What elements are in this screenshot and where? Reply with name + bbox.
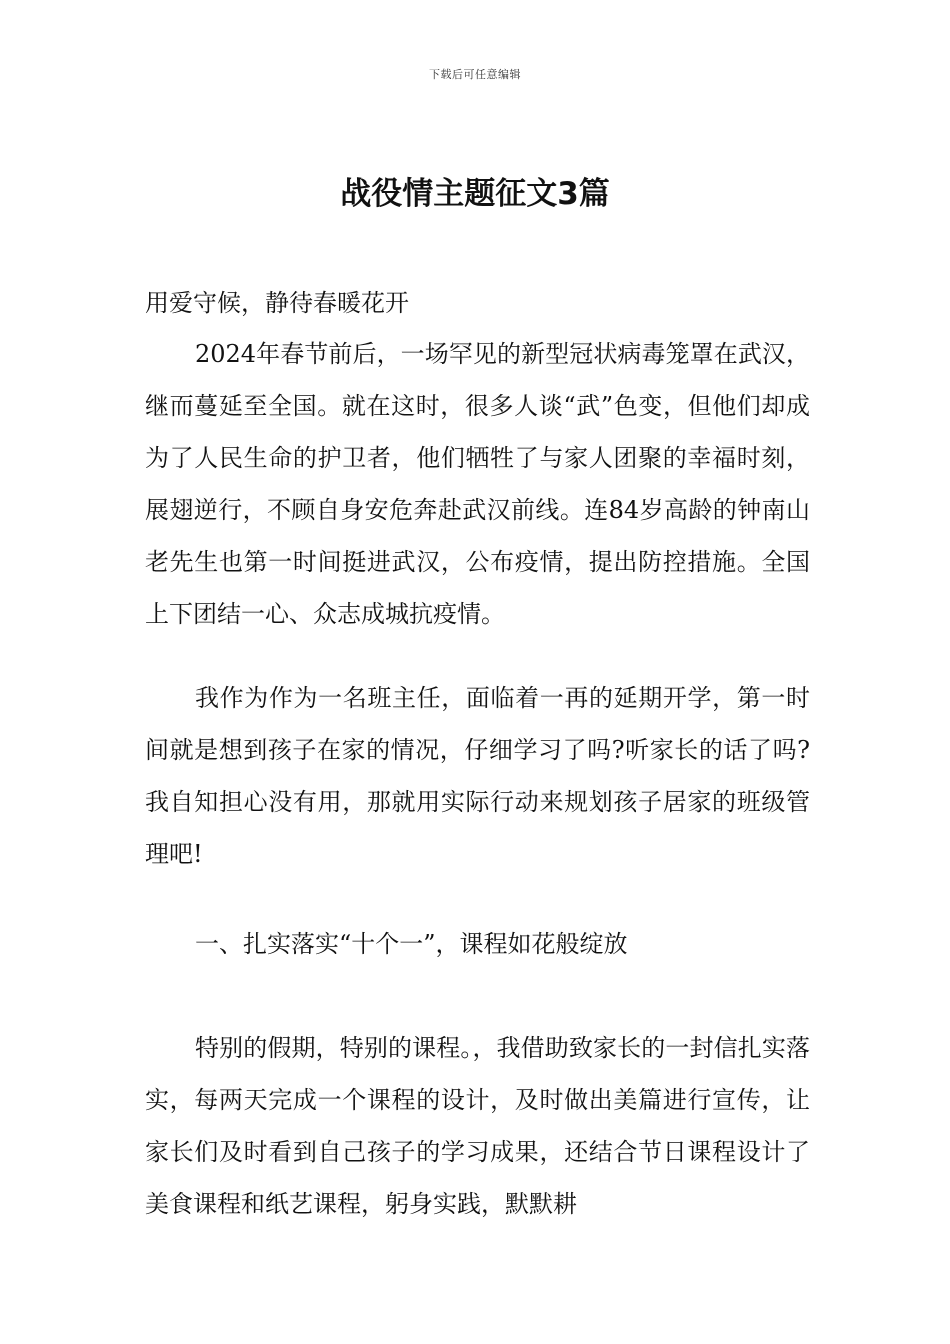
header-note: 下载后可任意编辑: [429, 68, 521, 81]
paragraph-intro: 2024年春节前后，一场罕见的新型冠状病毒笼罩在武汉，继而蔓延至全国。就在这时，很多人谈“武”色变，但他们却成为了人民生命的护卫者，他们牺牲了与家人团聚的幸福时刻，展翅逆行，不顾自身安危奔赴武汉前线。连84岁高龄的钟南山老先生也第一时间挺进武汉，公布疫情，提出防控措施。全国上下团结一心、众志成城抗疫情。: [145, 340, 810, 628]
section-heading: 一、扎实落实“十个一”，课程如花般绽放: [195, 930, 628, 958]
article-subtitle: 用爱守候，静待春暖花开: [145, 289, 409, 317]
document-title: 战役情主题征文3篇: [340, 176, 610, 212]
paragraph-courses: 特别的假期，特别的课程。，我借助致家长的一封信扎实落实，每两天完成一个课程的设计，及时做出美篇进行宣传，让家长们及时看到自己孩子的学习成果，还结合节日课程设计了美食课程和纸艺课程，躬身实践，默默耕: [145, 1034, 810, 1218]
paragraph-teacher: 我作为作为一名班主任，面临着一再的延期开学，第一时间就是想到孩子在家的情况，仔细学习了吗?听家长的话了吗?我自知担心没有用，那就用实际行动来规划孩子居家的班级管理吧!: [145, 684, 810, 868]
